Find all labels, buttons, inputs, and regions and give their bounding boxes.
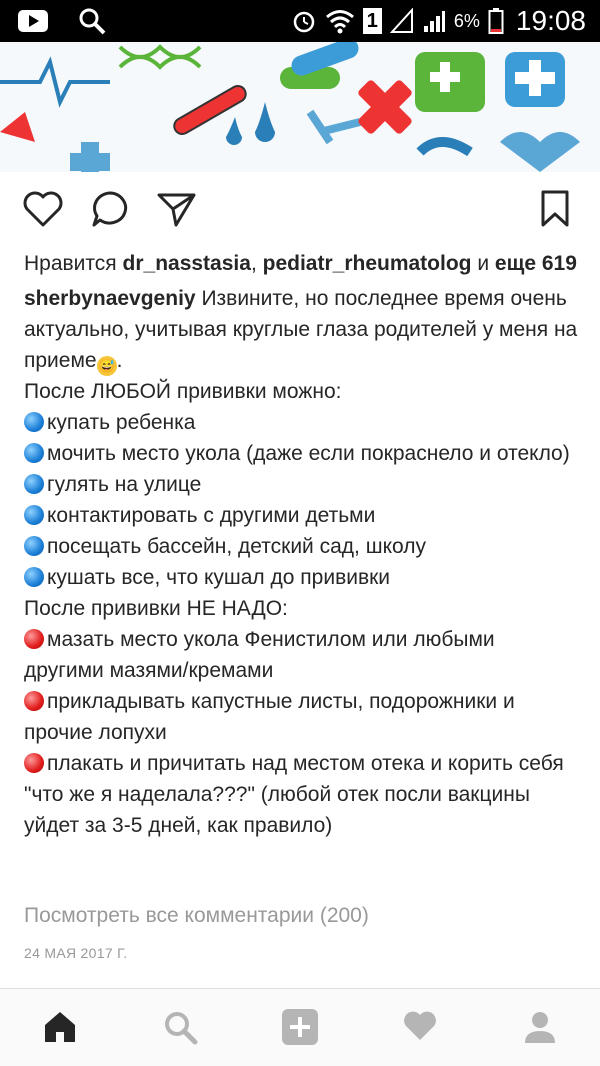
comment-icon[interactable] [90, 189, 130, 229]
search-notification-icon [78, 7, 106, 35]
post-body [24, 248, 580, 841]
likes-and: и [477, 252, 490, 275]
activity-heart-icon[interactable] [402, 1009, 438, 1043]
caption-cannot-item: прикладывать капустные листы, подорожники и прочие лопухи [24, 690, 515, 744]
likes-line: Нравится dr_nasstasia, pediatr_rheumatolog и еще 619 [24, 252, 577, 275]
blue-circle-icon [24, 536, 44, 556]
red-circle-icon [24, 753, 44, 773]
signal-icon-1 [390, 8, 414, 34]
bottom-navigation [0, 988, 600, 1066]
liker-username-1[interactable]: dr_nasstasia [122, 252, 251, 275]
profile-icon[interactable] [522, 1009, 558, 1045]
caption-can-item: посещать бассейн, детский сад, школу [24, 531, 580, 562]
blue-circle-icon [24, 567, 44, 587]
caption-can-item: кушать все, что кушал до прививки [24, 562, 580, 593]
alarm-icon [291, 8, 317, 34]
caption-cannot-item: плакать и причитать над местом отека и корить себя "что же я наделала???" (любой отек посли вакцины уйдет за 3-5 дней, как правило) [24, 752, 564, 837]
signal-icon-2 [422, 8, 446, 34]
caption-cannot-item: мазать место укола Фенистилом или любыми другими мазями/кремами [24, 628, 495, 682]
likes-more-count[interactable]: еще 619 [494, 252, 577, 275]
status-bar [0, 0, 600, 42]
blue-circle-icon [24, 443, 44, 463]
blue-circle-icon [24, 505, 44, 525]
battery-percent: 6% [453, 10, 480, 31]
heart-like-icon[interactable] [22, 189, 64, 229]
red-circle-icon [24, 691, 44, 711]
bookmark-save-icon[interactable] [540, 189, 570, 229]
medical-pattern-illustration [0, 42, 600, 172]
caption-intro-text: Извините, но последнее время очень актуально, учитывая круглые глаза родителей у меня на приеме [24, 287, 578, 372]
caption-can-item: мочить место укола (даже если покраснело и отекло) [24, 438, 580, 469]
caption-after-not-heading: После прививки НЕ НАДО: [24, 597, 288, 620]
caption-can-item: контактировать с другими детьми [24, 500, 580, 531]
post-actions [0, 185, 600, 235]
battery-icon [488, 7, 504, 35]
view-all-comments-link[interactable]: Посмотреть все комментарии (200) [24, 904, 369, 927]
blue-circle-icon [24, 474, 44, 494]
post-date: 24 МАЯ 2017 Г. [24, 945, 128, 961]
caption-can-item: гулять на улице [24, 469, 580, 500]
share-direct-icon[interactable] [156, 189, 198, 229]
caption-after-any-heading: После ЛЮБОЙ прививки можно: [24, 380, 342, 403]
liker-username-2[interactable]: pediatr_rheumatolog [262, 252, 472, 275]
youtube-notification-icon [18, 10, 48, 32]
search-explore-icon[interactable] [162, 1009, 198, 1045]
caption-intro: sherbynaevgeniy Извините, но последнее время очень актуально, учитывая круглые глаза родителей у меня на приеме 😅. [24, 283, 580, 376]
author-username[interactable]: sherbynaevgeniy [24, 287, 196, 310]
home-icon[interactable] [42, 1009, 78, 1045]
add-post-icon[interactable] [281, 1009, 319, 1045]
laughing-emoji-icon: 😅 [97, 356, 117, 376]
clock: 19:08 [515, 5, 586, 36]
blue-circle-icon [24, 412, 44, 432]
sim-indicator: 1 [363, 8, 382, 34]
post-image[interactable] [0, 42, 600, 172]
red-circle-icon [24, 629, 44, 649]
caption-can-item: купать ребенка [24, 407, 580, 438]
likes-prefix: Нравится [24, 252, 117, 275]
wifi-icon [325, 8, 355, 34]
